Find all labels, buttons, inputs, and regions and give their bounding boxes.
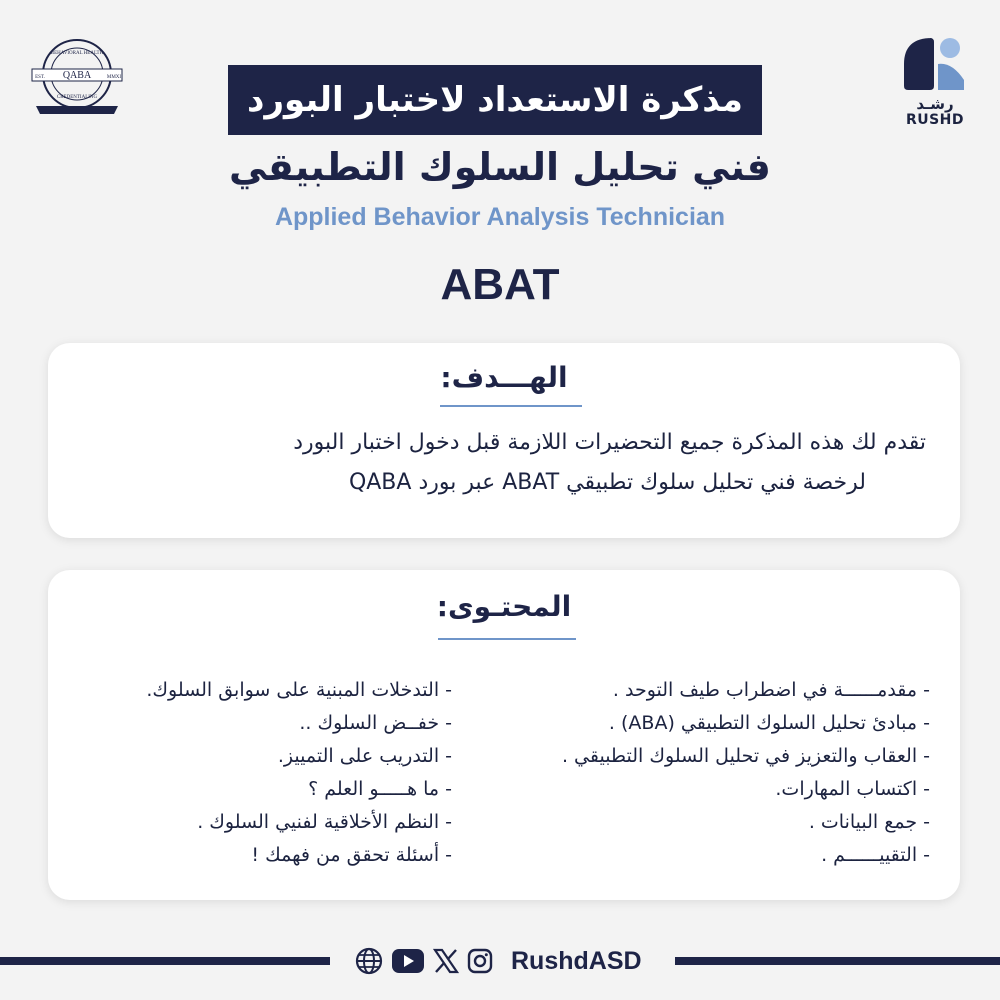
subtitle-arabic: فني تحليل السلوك التطبيقي xyxy=(229,145,771,189)
content-card xyxy=(48,570,960,900)
list-item: - أسئلة تحقق من فهمك ! xyxy=(251,844,452,866)
rushd-logo-arabic: رشـد xyxy=(916,95,954,113)
footer-bar-left xyxy=(0,957,330,965)
list-item: - العقاب والتعزيز في تحليل السلوك التطبيقي . xyxy=(561,745,930,767)
x-icon[interactable] xyxy=(433,948,459,974)
content-list-right xyxy=(500,674,930,872)
seal-top-text: BEHAVIORAL HEALTH xyxy=(50,51,104,56)
page-title: مذكرة الاستعداد لاختبار البورد xyxy=(228,65,762,135)
globe-icon[interactable] xyxy=(355,947,383,975)
list-item: - جمع البيانات . xyxy=(808,811,930,833)
qaba-seal-logo xyxy=(30,36,125,118)
rushd-mark-icon xyxy=(902,34,968,92)
goal-line-1: تقدم لك هذه المذكرة جميع التحضيرات اللازمة قبل دخول اختبار البورد xyxy=(293,430,926,455)
footer-bar-right xyxy=(675,957,1000,965)
footer-social xyxy=(355,945,642,977)
list-item: - اكتساب المهارات. xyxy=(775,778,930,800)
seal-right-text: MMXI xyxy=(106,75,122,80)
goal-description xyxy=(88,423,926,503)
goal-card xyxy=(48,343,960,538)
list-item: - ما هـــــو العلم ؟ xyxy=(308,778,452,800)
rushd-logo-english: RUSHD xyxy=(905,112,965,128)
list-item: - مقدمــــــة في اضطراب طيف التوحد . xyxy=(612,679,930,701)
abbreviation: ABAT xyxy=(440,260,560,309)
list-item: - التقييــــــم . xyxy=(821,844,930,866)
social-handle[interactable]: RushdASD xyxy=(511,946,642,975)
list-item: - مبادئ تحليل السلوك التطبيقي (ABA) . xyxy=(608,712,930,734)
goal-line-2: لرخصة فني تحليل سلوك تطبيقي ABAT عبر بورد QABA xyxy=(348,470,866,495)
seal-left-text: EST. xyxy=(35,75,45,80)
seal-bottom-text: CREDENTIALING xyxy=(56,95,98,100)
seal-center-text: QABA xyxy=(62,70,92,81)
content-heading-underline xyxy=(438,638,576,640)
list-item: - خفــض السلوك .. xyxy=(299,712,452,734)
goal-heading-underline xyxy=(440,405,582,407)
content-list-left xyxy=(52,674,452,872)
subtitle-english: Applied Behavior Analysis Technician xyxy=(274,203,726,231)
list-item: - التدريب على التمييز. xyxy=(277,745,452,767)
list-item: - التدخلات المبنية على سوابق السلوك. xyxy=(146,679,452,701)
content-heading: المحتـوى: xyxy=(436,590,572,623)
instagram-icon[interactable] xyxy=(467,948,493,974)
list-item: - النظم الأخلاقية لفنيي السلوك . xyxy=(197,811,452,833)
rushd-logo xyxy=(900,34,970,128)
goal-heading: الهـــدف: xyxy=(440,361,568,394)
youtube-icon[interactable] xyxy=(391,948,425,974)
